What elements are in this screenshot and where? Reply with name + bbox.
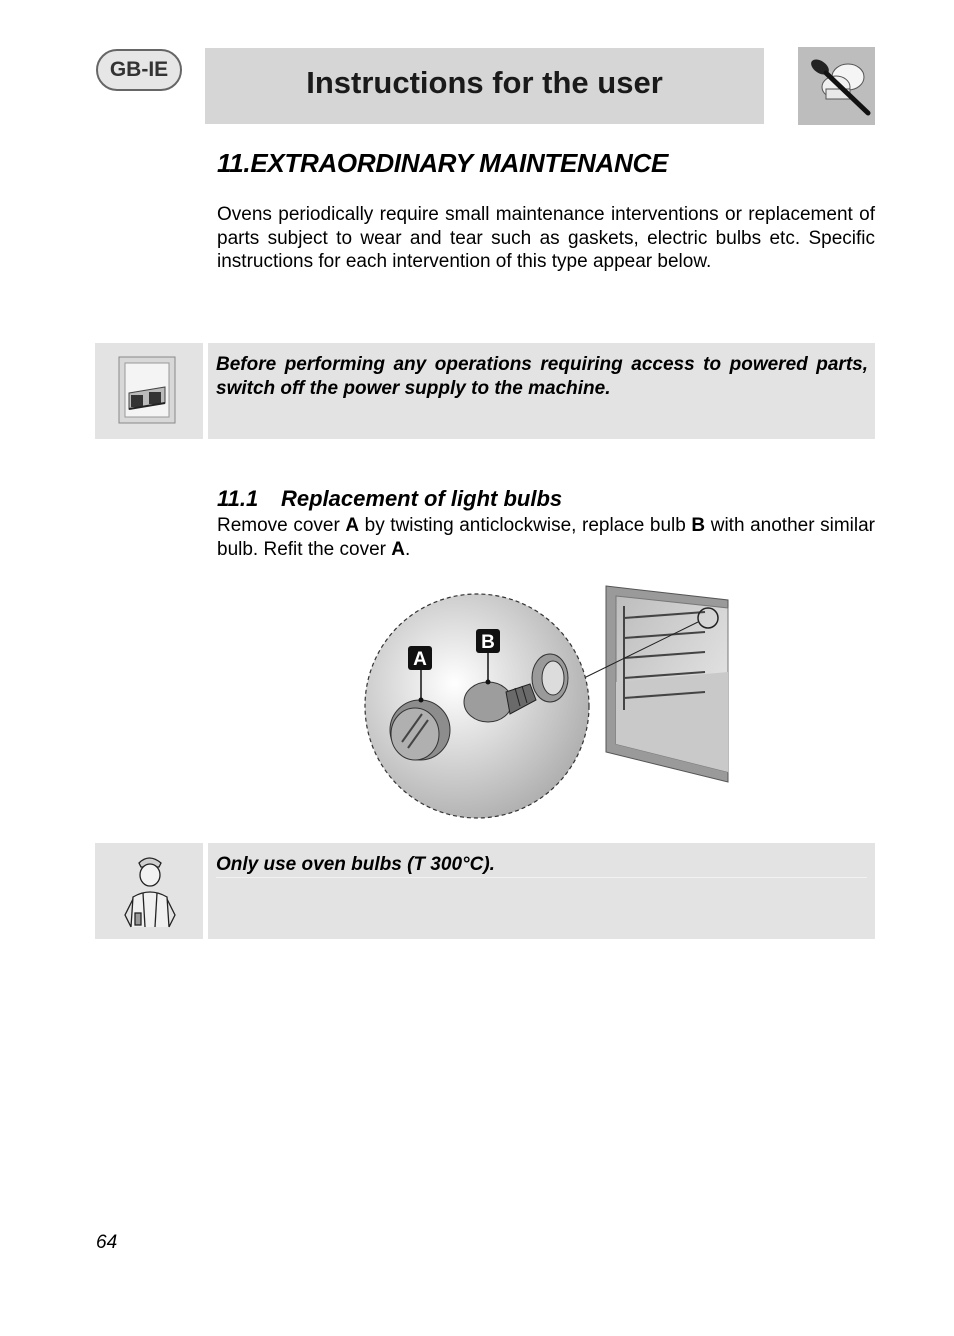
warning-text: Before performing any operations requiring access to powered parts, switch off the power supply to the machine. — [216, 354, 868, 399]
subsection-number: 11.1 — [217, 486, 259, 511]
instr-bold-a: A — [345, 515, 360, 536]
warning-note — [95, 343, 875, 439]
bulb-instructions — [217, 514, 875, 562]
power-switch-icon — [95, 343, 203, 439]
bulb-note — [95, 843, 875, 939]
page-number: 64 — [96, 1232, 118, 1253]
note-rule — [216, 877, 867, 878]
instr-text-4: . — [405, 539, 411, 560]
region-badge: GB-IE — [96, 49, 182, 91]
subsection-title-text: Replacement of light bulbs — [281, 486, 563, 511]
instr-text-3: with another similar bulb. Refit the cover — [217, 515, 875, 560]
header-title: Instructions for the user — [306, 65, 663, 100]
spoon-and-chef-hat-icon — [798, 47, 875, 125]
section-title: 11.EXTRAORDINARY MAINTENANCE — [217, 148, 668, 178]
label-b: B — [481, 632, 495, 653]
bulb-diagram — [360, 582, 732, 822]
instr-bold-b: B — [691, 515, 706, 536]
page-header — [205, 48, 764, 124]
technician-icon — [95, 843, 203, 939]
lamp-cover-a — [390, 700, 450, 760]
oven-cavity-detail — [584, 586, 728, 782]
subsection-title — [217, 486, 562, 512]
label-a: A — [413, 649, 427, 670]
intro-paragraph: Ovens periodically require small maintenance interventions or replacement of parts subject to wear and tear such as gaskets, electric bulbs etc. Specific instructions for each intervention of this type appear below. — [217, 204, 875, 272]
note-separator — [203, 343, 208, 439]
bulb-replacement-figure — [360, 582, 732, 822]
lamp-socket — [532, 654, 568, 702]
instr-text-1: Remove cover — [217, 515, 346, 536]
note-separator — [203, 843, 208, 939]
bulb-note-text: Only use oven bulbs (T 300°C). — [216, 854, 495, 875]
instr-bold-a2: A — [391, 539, 405, 560]
instr-text-2: by twisting anticlockwise, replace bulb — [359, 515, 692, 536]
